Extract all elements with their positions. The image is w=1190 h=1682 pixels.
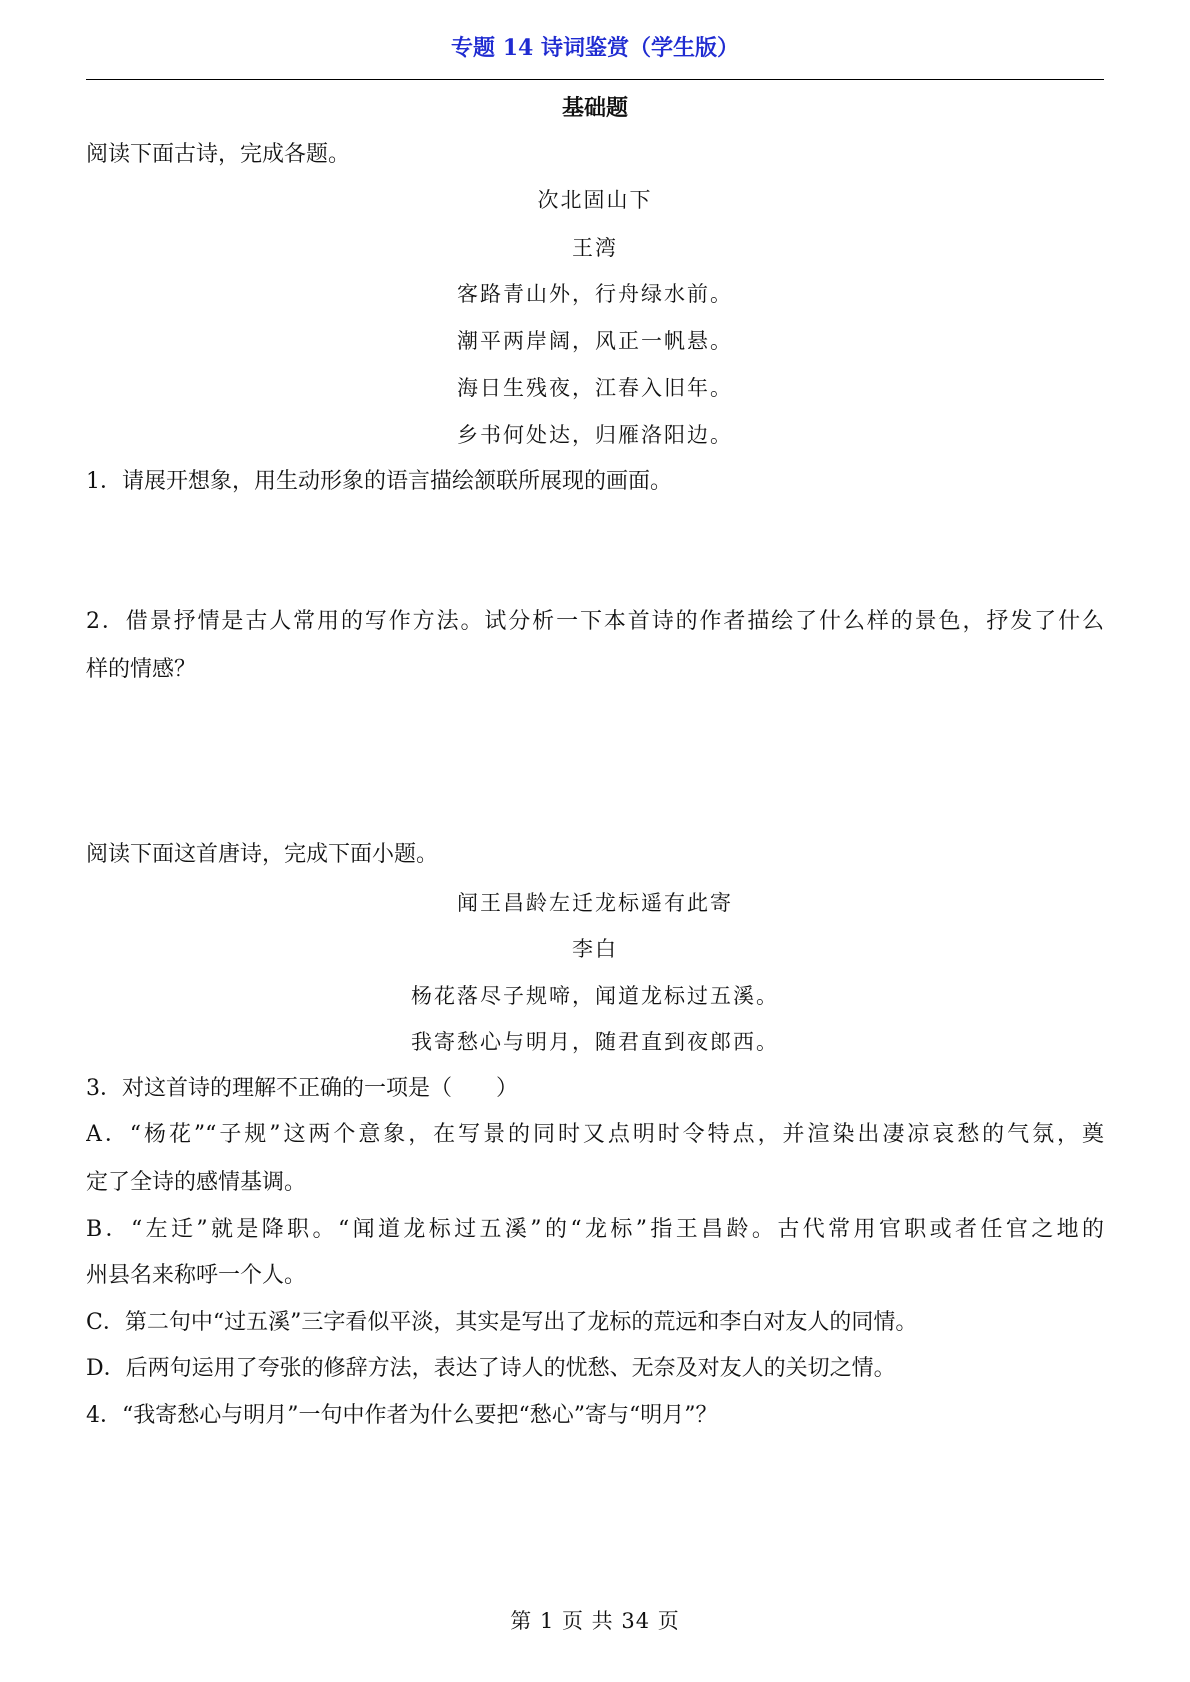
passage1-poem-line: 潮平两岸阔，风正一帆悬。 [457, 329, 733, 353]
question-2-line-1: 2．借景抒情是古人常用的写作方法。试分析一下本首诗的作者描绘了什么样的景色，抒发了什么 [86, 609, 1104, 634]
section-title: 基础题 [561, 95, 628, 121]
passage1-poem-author: 王湾 [572, 236, 618, 260]
passage2-intro: 阅读下面这首唐诗，完成下面小题。 [86, 842, 439, 867]
passage2-poem-line: 杨花落尽子规啼，闻道龙标过五溪。 [411, 984, 779, 1008]
question-1: 1．请展开想象，用生动形象的语言描绘颔联所展现的画面。 [86, 469, 672, 494]
passage1-poem-title: 次北固山下 [537, 188, 653, 212]
option-b-line-2: 州县名来称呼一个人。 [86, 1263, 307, 1288]
option-c: C．第二句中“过五溪”三字看似平淡，其实是写出了龙标的荒远和李白对友人的同情。 [86, 1310, 918, 1335]
option-d: D．后两句运用了夸张的修辞方法，表达了诗人的忧愁、无奈及对友人的关切之情。 [86, 1356, 896, 1381]
passage2-poem-line: 我寄愁心与明月，随君直到夜郎西。 [411, 1030, 779, 1054]
passage2-poem-author: 李白 [572, 937, 618, 961]
passage1-intro: 阅读下面古诗，完成各题。 [86, 142, 351, 167]
option-b-line-1: B．“左迁”就是降职。“闻道龙标过五溪”的“龙标”指王昌龄。古代常用官职或者任官之地的 [86, 1217, 1104, 1242]
option-a-line-1: A．“杨花”“子规”这两个意象，在写景的同时又点明时令特点，并渲染出凄凉哀愁的气氛，奠 [86, 1122, 1104, 1147]
page-footer: 第 1 页 共 34 页 [510, 1609, 680, 1633]
passage2-poem-title: 闻王昌龄左迁龙标遥有此寄 [457, 891, 733, 915]
passage1-poem-line: 海日生残夜，江春入旧年。 [457, 376, 733, 400]
passage1-poem-line: 乡书何处达，归雁洛阳边。 [457, 423, 733, 447]
page-header-title: 专题 14 诗词鉴赏（学生版） [451, 35, 739, 61]
passage1-poem-line: 客路青山外，行舟绿水前。 [457, 282, 733, 306]
header-divider [86, 79, 1104, 80]
option-a-line-2: 定了全诗的感情基调。 [86, 1170, 307, 1195]
question-2-line-2: 样的情感？ [86, 657, 197, 682]
question-3: 3．对这首诗的理解不正确的一项是（ ） [86, 1076, 518, 1101]
question-4: 4．“我寄愁心与明月”一句中作者为什么要把“愁心”寄与“明月”？ [86, 1403, 718, 1428]
